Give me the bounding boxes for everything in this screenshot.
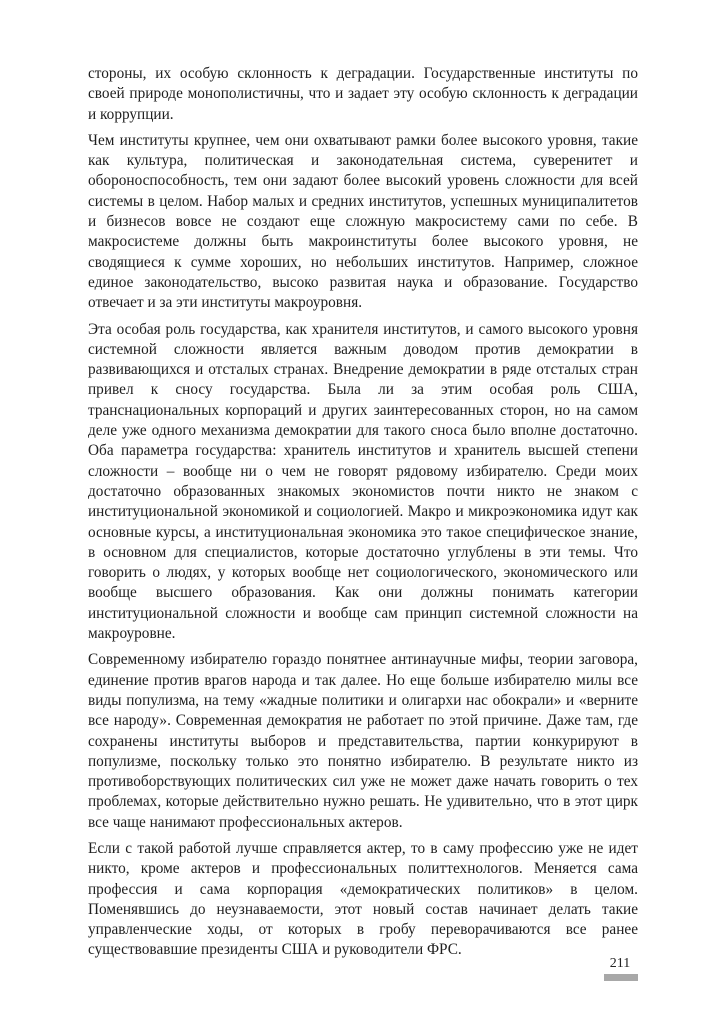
page-text-body xyxy=(88,64,638,967)
page-number: 211 xyxy=(609,956,631,971)
paragraph-2: Чем институты крупнее, чем они охватывают рамки более высокого уровня, такие как культура, политическая и законодательная система, суверенитет и обороноспособность, тем они задают более высокий уровень сложности для всей системы в целом. Набор малых и средних институтов, успешных муниципалитетов и бизнесов вовсе не создают еще сложную макросистему сами по себе. В макросистеме должны быть макроинституты более высокого уровня, не сводящиеся к сумме хороших, но небольших институтов. Например, сложное единое законодательство, высоко развитая наука и образование. Государство отвечает и за эти институты макроуровня. xyxy=(88,131,638,312)
paragraph-1: стороны, их особую склонность к деградации. Государственные институты по своей природе монополистичны, что и задает эту особую склонность к деградации и коррупции. xyxy=(88,65,638,123)
page-number-bar xyxy=(604,974,638,981)
paragraph-5: Если с такой работой лучше справляется актер, то в саму профессию уже не идет никто, кроме актеров и профессиональных политтехнологов. Меняется сама профессия и сама корпорация «демократических политиков» в целом. Поменявшись до неузнаваемости, этот новый состав начинает делать такие управленческие ходы, от которых в гробу переворачиваются все ранее существовавшие президенты США и руководители ФРС. xyxy=(88,839,638,959)
paragraph-3: Эта особая роль государства, как хранителя институтов, и самого высокого уровня системной сложности является важным доводом против демократии в развивающихся и отсталых странах. Внедрение демократии в ряде отсталых стран привел к сносу государства. Была ли за этим особая роль США, транснациональных корпораций и других заинтересованных сторон, но на самом деле уже одного механизма демократии для такого сноса было вполне достаточно. Оба параметра государства: хранитель институтов и хранитель высшей степени сложности – вообще ни о чем не говорят рядовому избирателю. Среди моих достаточно образованных знакомых экономистов почти никто не знаком с институциональной экономикой и социологией. Макро и микроэкономика идут как основные курсы, а институциональная экономика это такое специфическое знание, в основном для специалистов, которые достаточно углублены в эти темы. Что говорить о людях, у которых вообще нет социологического, экономического или вообще высшего образования. Как они должны понимать категории институциональной сложности и вообще сам принцип системной сложности на макроуровне. xyxy=(88,320,638,643)
paragraph-4: Современному избирателю гораздо понятнее антинаучные мифы, теории заговора, единение против врагов народа и так далее. Но еще больше избирателю милы все виды популизма, на тему «жадные политики и олигархи нас обокрали» и «верните все народу». Современная демократия не работает по этой причине. Даже там, где сохранены институты выборов и представительства, партии конкурируют в популизме, поскольку только это понятно избирателю. В результате никто из противоборствующих политических сил уже не может даже начать говорить о тех проблемах, которые действительно нужно решать. Не удивительно, что в этот цирк все чаще нанимают профессиональных актеров. xyxy=(88,651,638,831)
